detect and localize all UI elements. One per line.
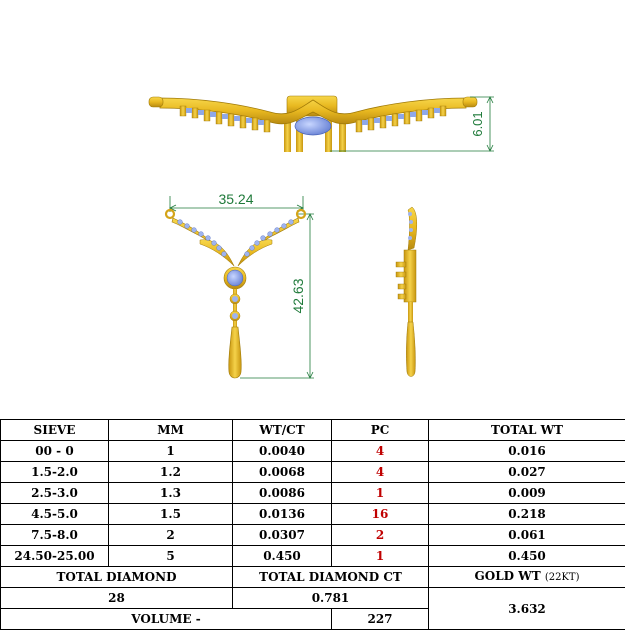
top-view xyxy=(149,96,494,152)
cell-total: 0.009 xyxy=(429,483,625,504)
cell-pc: 2 xyxy=(332,525,429,546)
cell-wt: 0.0086 xyxy=(233,483,332,504)
totals-label-row xyxy=(1,567,625,588)
cell-sieve: 4.5-5.0 xyxy=(1,504,109,525)
volume-label: VOLUME - xyxy=(1,609,332,630)
thickness-dimension-label: 6.01 xyxy=(470,111,485,136)
cell-mm: 1.3 xyxy=(109,483,233,504)
header-total-wt: TOTAL WT xyxy=(429,420,625,441)
table-row xyxy=(1,462,625,483)
gold-wt-label: GOLD WT xyxy=(475,569,541,583)
totals-value-row xyxy=(1,588,625,609)
total-diamond-value: 28 xyxy=(1,588,233,609)
front-view-link xyxy=(233,321,237,327)
cell-pc: 4 xyxy=(332,462,429,483)
front-view-arm-stones xyxy=(178,220,294,257)
gold-wt-label-cell xyxy=(429,567,625,588)
total-diamond-label: TOTAL DIAMOND xyxy=(1,567,233,588)
width-dimension-label: 35.24 xyxy=(218,191,253,207)
front-view-drop xyxy=(229,327,242,378)
cell-mm: 1 xyxy=(109,441,233,462)
total-diamond-ct-value: 0.781 xyxy=(233,588,429,609)
top-view-center-stone xyxy=(295,117,331,135)
diamond-spec-table xyxy=(0,419,625,630)
cell-pc: 1 xyxy=(332,483,429,504)
cell-pc: 16 xyxy=(332,504,429,525)
height-dimension-label: 42.63 xyxy=(290,278,306,313)
cell-total: 0.061 xyxy=(429,525,625,546)
front-view-inner-wing-left xyxy=(200,240,234,266)
header-mm: MM xyxy=(109,420,233,441)
volume-value: 227 xyxy=(332,609,429,630)
header-wt-ct: WT/CT xyxy=(233,420,332,441)
cell-wt: 0.0136 xyxy=(233,504,332,525)
top-view-post xyxy=(284,122,291,152)
cell-wt: 0.0040 xyxy=(233,441,332,462)
side-view xyxy=(396,207,417,377)
top-view-end-ring xyxy=(463,97,477,107)
table-row xyxy=(1,504,625,525)
cell-mm: 1.2 xyxy=(109,462,233,483)
table-row xyxy=(1,525,625,546)
cell-total: 0.218 xyxy=(429,504,625,525)
cell-wt: 0.0307 xyxy=(233,525,332,546)
front-view-small-stone xyxy=(232,296,238,302)
cell-pc: 1 xyxy=(332,546,429,567)
top-view-end-ring xyxy=(149,97,163,107)
table-row xyxy=(1,546,625,567)
cell-total: 0.450 xyxy=(429,546,625,567)
cell-sieve: 24.50-25.00 xyxy=(1,546,109,567)
cell-sieve: 2.5-3.0 xyxy=(1,483,109,504)
front-view-small-stone xyxy=(232,313,238,319)
header-pc: PC xyxy=(332,420,429,441)
cell-mm: 1.5 xyxy=(109,504,233,525)
cell-mm: 2 xyxy=(109,525,233,546)
cell-total: 0.027 xyxy=(429,462,625,483)
cell-wt: 0.450 xyxy=(233,546,332,567)
gold-wt-value: 3.632 xyxy=(429,588,625,630)
cell-sieve: 1.5-2.0 xyxy=(1,462,109,483)
cell-total: 0.016 xyxy=(429,441,625,462)
cell-sieve: 00 - 0 xyxy=(1,441,109,462)
front-view xyxy=(166,191,314,378)
cell-sieve: 7.5-8.0 xyxy=(1,525,109,546)
cell-wt: 0.0068 xyxy=(233,462,332,483)
cell-pc: 4 xyxy=(332,441,429,462)
total-diamond-ct-label: TOTAL DIAMOND CT xyxy=(233,567,429,588)
header-sieve: SIEVE xyxy=(1,420,109,441)
gold-wt-unit: (22KT) xyxy=(545,572,580,583)
front-view-center-stone xyxy=(227,270,243,286)
table-header-row xyxy=(1,420,625,441)
table-row xyxy=(1,483,625,504)
table-row xyxy=(1,441,625,462)
spec-sheet xyxy=(0,419,625,628)
top-view-post xyxy=(339,120,346,152)
side-view-drop xyxy=(406,322,415,377)
cell-mm: 5 xyxy=(109,546,233,567)
side-view-link xyxy=(408,302,413,322)
